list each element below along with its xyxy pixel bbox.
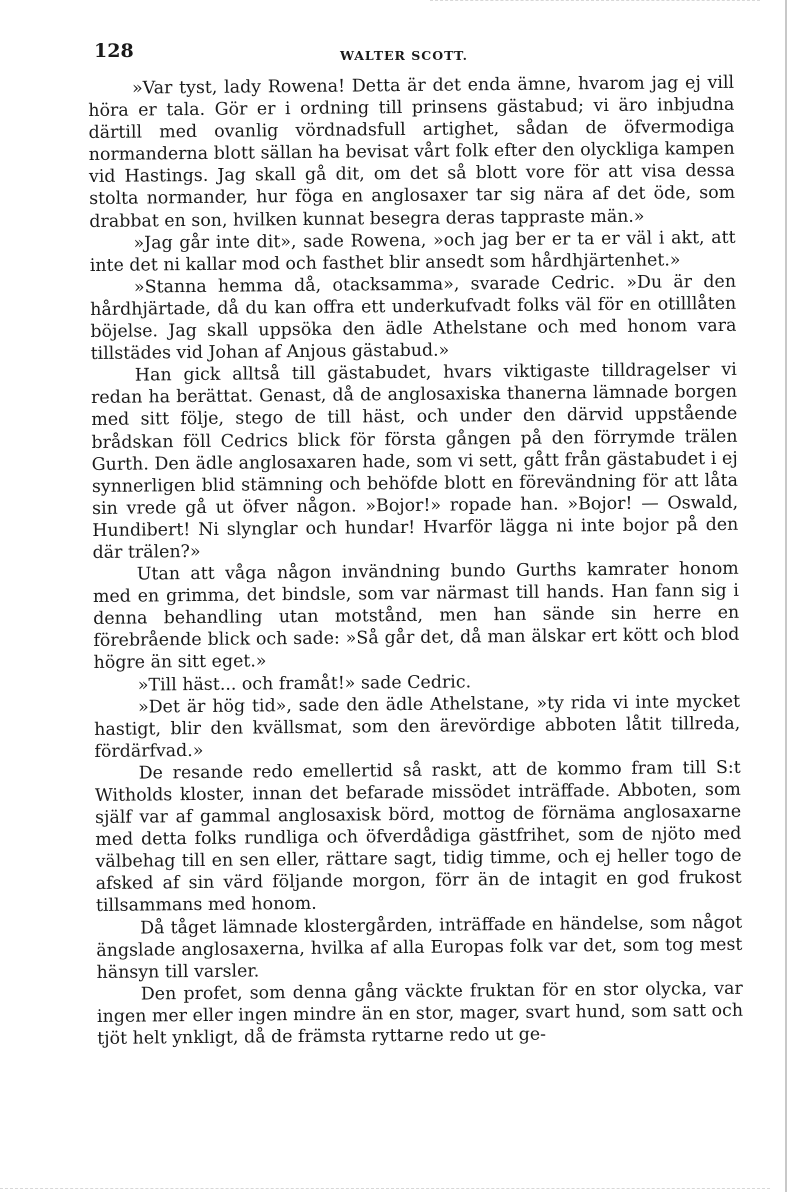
bottom-rule [0,1188,770,1190]
paragraph: »Det är hög tid», sade den ädle Athelstane, »ty rida vi inte mycket hastigt, blir den kvällsmat, som den ärevördige abboten låtit tillreda, fördärfvad.» [94,691,741,762]
paragraph: Den profet, som denna gång väckte fruktan för en stor olycka, var ingen mer eller ingen mindre än en stor, mager, svart hund, som satt och tjöt helt ynkligt, då de främsta ryttarne redo ut ge- [96,978,744,1049]
paragraph: Han gick alltså till gästabudet, hvars viktigaste tilldragelser vi redan ha berättat. Genast, då de anglosaxiska thanerna lämnade borgen med sitt följe, stego de till häst, och under den därvid uppstående brådskan föll Cedrics blick för första gången på den förrymde trälen Gurth. Den ädle anglosaxaren hade, som vi sett, gått från gästabudet i ej synnerligen blid stämning och behöfde blott en förevändning för att låta sin vrede gå ut öfver någon. »Bojor!» ropade han. »Bojor! — Oswald, Hundibert! Ni slynglar och hundar! Hvarför lägga ni inte bojor på den där trälen?» [90,360,739,563]
body-text [88,72,743,1050]
page-header [94,40,734,70]
paragraph: Utan att våga någon invändning bundo Gurths kamrater honom med en grimma, det bindsle, som var närmast till hands. Han fann sig i denna behandling utan motstånd, men han sände sin herre en förebrående blick och sade: »Så går det, då man älskar ert kött och blod högre än sitt eget.» [92,558,740,674]
top-rule [430,0,760,2]
page-number: 128 [94,40,134,62]
paragraph: »Till häst... och framåt!» sade Cedric. [137,671,472,696]
paragraph: »Jag går inte dit», sade Rowena, »och jag ber er ta er väl i akt, att inte det ni kallar mod och fasthet blir ansedt som hårdhjärtenhet.» [89,227,736,276]
paragraph: »Stanna hemma då, otacksamma», svarade Cedric. »Du är den hårdhjärtade, då du kan offra ett underkufvadt folks väl för en otilllåten böjelse. Jag skall uppsöka den ädle Athelstane och med honom vara tillstädes vid Johan af Anjous gästabud.» [90,271,737,365]
paragraph: De resande redo emellertid så raskt, att de kommo fram till S:t Witholds kloster, innan det befarade missödet inträffade. Abboten, som själf var af gammal anglosaxisk börd, mottog de förnäma anglosaxarne med detta folks rundliga och öfverdådiga gästfrihet, som de njöto med välbehag till en sen eller, rättare sagt, tidig timme, och ej heller togo de afsked af sin värd följande morgon, förr än de intagit en god frukost tillsammans med honom. [94,757,742,917]
paragraph: Då tåget lämnade klostergården, inträffade en händelse, som något ängslade anglosaxerna, hvilka af alla Europas folk var det, som tog mest hänsyn till varsler. [96,912,743,983]
running-head: WALTER SCOTT. [340,48,469,63]
page-edge-line [785,0,787,1192]
paragraph: »Var tyst, lady Rowena! Detta är det enda ämne, hvarom jag ej vill höra er tala. Gör er i ordning till prinsens gästabud; vi äro inbjudna därtill med ovanlig vördnadsfull artighet, sådan de öfvermodiga normanderna blott sällan ha bevisat vårt folk efter den olyckliga kampen vid Hastings. Jag skall gå dit, om det så blott vore för att visa dessa stolta normander, hur föga en anglosaxer tar sig nära af det öde, som drabbat en son, hvilken kunnat besegra deras tappraste män.» [88,72,736,232]
page-edge [770,0,808,1192]
